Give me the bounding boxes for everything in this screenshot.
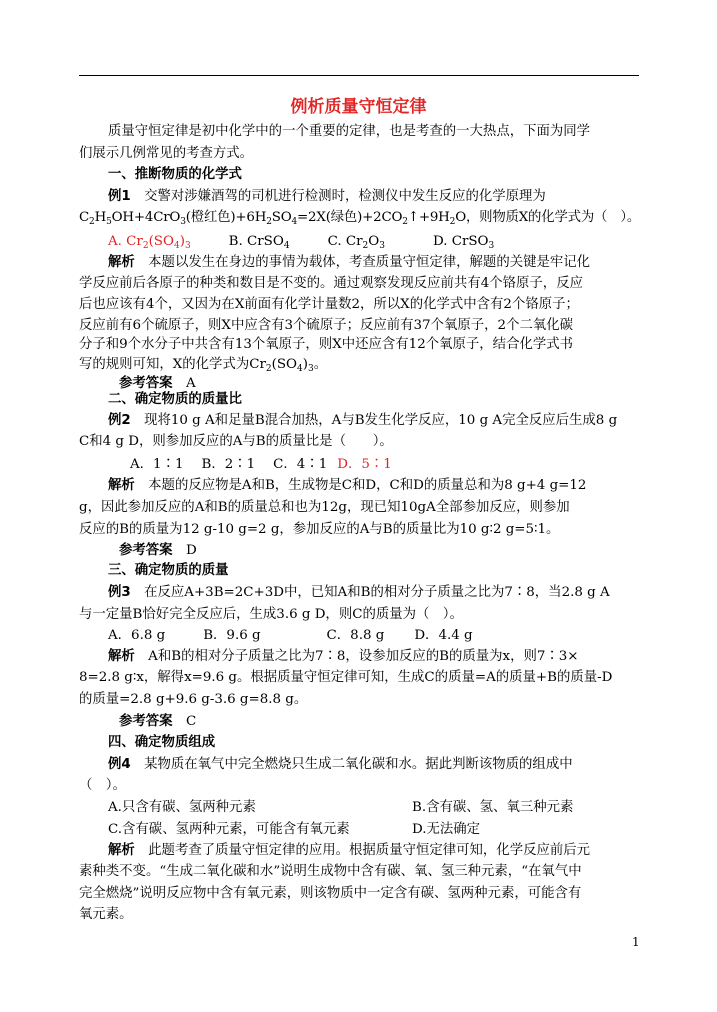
example-line: [108, 413, 617, 429]
eq-part: SO: [271, 210, 292, 225]
option-c: C. $Cr_2O_3$: [327, 234, 385, 251]
page-number: 1: [632, 935, 640, 949]
analysis-text: 本题以发生在身边的事情为载体，考查质量守恒定律，解题的关键是牢记化: [148, 255, 591, 270]
option-a: A．1∶1: [130, 457, 184, 472]
intro-line: 质量守恒定律是初中化学中的一个重要的定律，也是考查的一大热点，下面为同学: [108, 124, 591, 139]
answer-value: A: [185, 376, 196, 391]
answer-line: [119, 376, 196, 392]
analysis-line: 写的规则可知，X的化学式为$Cr_2(SO_4)_3$。: [79, 357, 328, 374]
option-a: A. $Cr_2(SO_4)_3$: [108, 234, 191, 251]
analysis-line: 的质量=2.8 g+9.6 g-3.6 g=8.8 g。: [79, 692, 308, 707]
option-d: D.无法确定: [412, 822, 481, 837]
analysis-line: [108, 649, 579, 665]
example-line: C和4 g D，则参加反应的A与B的质量比是（ ）。: [79, 434, 393, 449]
answer-label: 参考答案: [119, 543, 173, 558]
analysis-text: 本题的反应物是A和B，生成物是C和D，C和D的质量总和为8 g+4 g=12: [148, 478, 587, 493]
eq-part: =2X(绿色)+2CO: [297, 210, 403, 225]
option-b: B.含有碳、氢、氧三种元素: [412, 800, 574, 815]
option-c: C．8.8 g: [326, 628, 385, 643]
example-text: 交警对涉嫌酒驾的司机进行检测时，检测仪中发生反应的化学原理为: [144, 189, 546, 204]
option-b: B．9.6 g: [203, 628, 261, 643]
analysis-line: [108, 255, 590, 271]
analysis-line: 后也应该有4个，又因为在X前面有化学计量数2，所以X的化学式中含有2个铬原子；: [79, 297, 579, 312]
eq-sub: 5: [106, 217, 112, 227]
options-line: [108, 234, 494, 254]
example-line: （ ）。: [79, 778, 126, 793]
options-line: [130, 457, 392, 473]
eq-part: O，则物质X的化学式为（ ）。: [455, 210, 641, 225]
example-line: 与一定量B恰好完全反应后，生成3.6 g D，则C的质量为（ ）。: [79, 607, 463, 622]
option-b: B. CrSO$_4$: [228, 234, 290, 251]
eq-part: OH+4CrO: [111, 210, 181, 225]
analysis-line: 氧元素。: [79, 907, 133, 922]
example-label: 例3: [108, 585, 131, 600]
example-line: [108, 757, 573, 773]
analysis-line: g，因此参加反应的A和B的质量总和也为12g，现已知10gA全部参加反应，则参加: [79, 500, 570, 515]
analysis-line: 8=2.8 g∶x，解得x=9.6 g。根据质量守恒定律可知，生成C的质量=A的质量+B的质量-D: [79, 670, 613, 685]
equation-line: [79, 210, 640, 230]
option-d: D. CrSO$_3$: [432, 234, 495, 251]
analysis-line: 素种类不变。“生成二氧化碳和水”说明生成物中含有碳、氧、氢三种元素，“在氧气中: [79, 864, 582, 879]
analysis-line: [108, 843, 590, 859]
analysis-text: A和B的相对分子质量之比为7∶8，设参加反应的B的质量为x，则7∶3×: [148, 649, 579, 664]
option-c: C．4∶1: [273, 457, 328, 472]
header-rule: [79, 75, 639, 76]
analysis-label: 解析: [108, 478, 135, 493]
example-text: 在反应A+3B=2C+3D中，已知A和B的相对分子质量之比为7∶8，当2.8 g A: [144, 585, 610, 600]
example-line: [108, 585, 610, 601]
answer-line: [119, 714, 196, 730]
option-a: A.只含有碳、氢两种元素: [108, 800, 256, 815]
section-heading: 三、确定物质的质量: [108, 563, 229, 578]
eq-sub: 2: [89, 217, 95, 227]
example-label: 例2: [108, 413, 131, 428]
eq-part: ↑+9H: [407, 210, 450, 225]
options-line: [108, 628, 473, 644]
example-text: 现将10 g A和足量B混合加热，A与B发生化学反应，10 g A完全反应后生成8 g: [144, 413, 618, 428]
option-c: C.含有碳、氢两种元素，可能含有氧元素: [108, 822, 350, 837]
analysis-label: 解析: [108, 255, 135, 270]
eq-sub: 2: [402, 217, 408, 227]
eq-sub: 3: [180, 217, 186, 227]
eq-sub: 2: [266, 217, 272, 227]
eq-sub: 4: [291, 217, 298, 227]
analysis-line: 分子和9个水分子中共含有13个氧原子，则X中还应含有12个氧原子，结合化学式书: [79, 337, 574, 352]
answer-value: C: [185, 714, 197, 729]
analysis-line: 反应前有6个硫原子，则X中应含有3个硫原子；反应前有37个氧原子，2个二氧化碳: [79, 318, 574, 333]
option-d: D．4.4 g: [414, 628, 473, 643]
section-heading: 二、确定物质的质量比: [108, 392, 242, 407]
section-heading: 一、推断物质的化学式: [108, 167, 242, 182]
option-a: A．6.8 g: [108, 628, 166, 643]
example-label: 例4: [108, 757, 131, 772]
analysis-line: 学反应前后各原子的种类和数目是不变的。通过观察发现反应前共有4个铬原子，反应: [79, 276, 583, 291]
eq-sub: 2: [449, 217, 456, 227]
answer-value: D: [185, 543, 197, 558]
answer-label: 参考答案: [119, 376, 173, 391]
section-heading: 四、确定物质组成: [108, 735, 216, 750]
example-label: 例1: [108, 189, 131, 204]
answer-line: [119, 543, 197, 559]
analysis-label: 解析: [108, 843, 135, 858]
eq-part: (橙红色)+6H: [185, 210, 267, 225]
option-d: D．5∶1: [337, 457, 392, 472]
eq-part: H: [94, 210, 107, 225]
option-b: B．2∶1: [201, 457, 256, 472]
analysis-line: [108, 478, 586, 494]
example-text: 某物质在氧气中完全燃烧只生成二氧化碳和水。据此判断该物质的组成中: [144, 757, 573, 772]
example-line: [108, 189, 546, 205]
page-title: 例析质量守恒定律: [290, 97, 427, 117]
intro-line: 们展示几例常见的考查方式。: [79, 146, 254, 161]
analysis-line: 完全燃烧”说明反应物中含有氧元素，则该物质中一定含有碳、氢两种元素，可能含有: [79, 886, 582, 901]
answer-label: 参考答案: [119, 714, 173, 729]
analysis-line: 反应的B的质量为12 g-10 g=2 g，参加反应的A与B的质量比为10 g∶2 g=5∶1。: [79, 522, 560, 537]
analysis-text: 此题考查了质量守恒定律的应用。根据质量守恒定律可知，化学反应前后元: [148, 843, 591, 858]
eq-part: C: [79, 210, 90, 225]
analysis-label: 解析: [108, 649, 135, 664]
